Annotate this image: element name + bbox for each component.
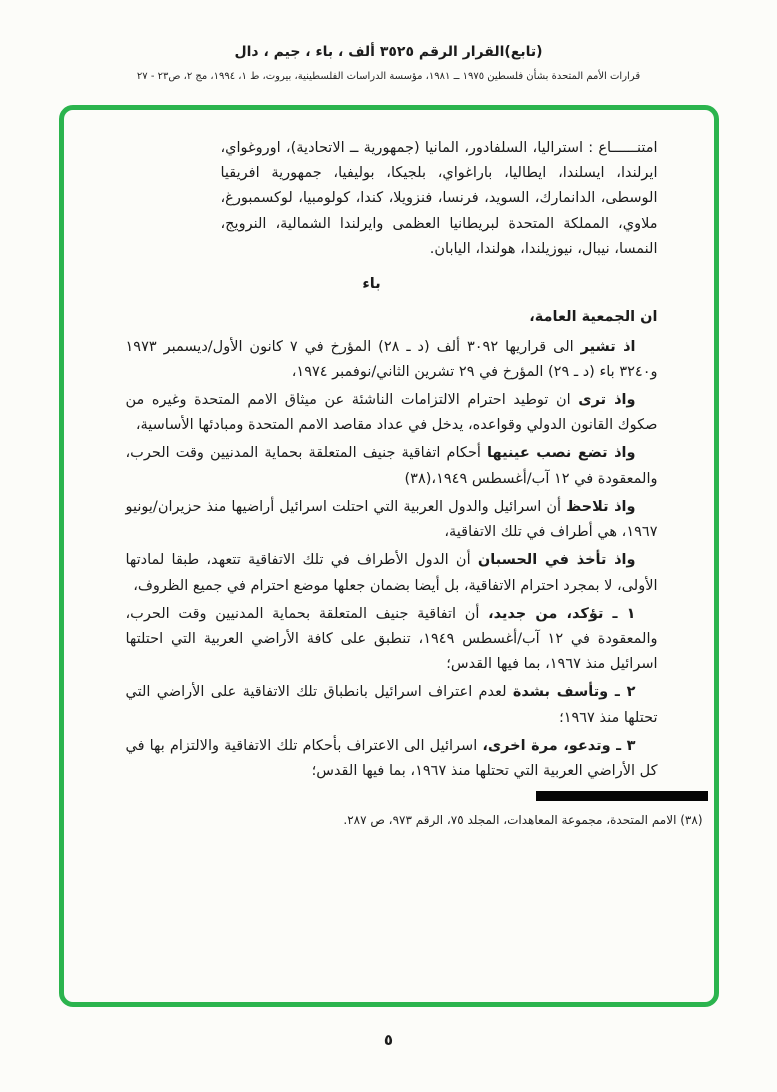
footnote: (٣٨) الامم المتحدة، مجموعة المعاهدات، المجلد ٧٥، الرقم ٩٧٣، ص ٢٨٧. <box>343 813 703 828</box>
paragraph-lead: واذ ترى <box>578 391 636 408</box>
page-header <box>0 0 777 82</box>
operative-paragraph-3 <box>126 734 658 784</box>
paragraph-lead: ٢ ـ وتأسف بشدة <box>512 684 636 701</box>
abstention-label: امتنــــــاع : <box>588 140 658 156</box>
paragraph-taking-into-account <box>126 548 658 598</box>
operative-paragraph-2 <box>126 680 658 730</box>
paragraph-noting <box>126 495 658 545</box>
paragraph-lead: واذ تأخذ في الحسبان <box>477 552 636 569</box>
paragraph-lead: واذ تلاحظ <box>566 498 636 515</box>
page-number: ٥ <box>383 1031 394 1049</box>
paragraph-bearing-in-mind <box>126 441 658 491</box>
paragraph-lead: ٣ ـ وتدعو، مرة اخرى، <box>482 737 636 754</box>
preamble-opening: ان الجمعية العامة، <box>529 309 658 326</box>
operative-paragraph-1 <box>126 602 658 678</box>
paragraph-considers <box>126 388 658 438</box>
paragraph-recalls <box>126 335 658 385</box>
paragraph-lead: اذ تشير <box>580 338 636 355</box>
abstention-block <box>221 136 658 262</box>
paragraph-text: أن الدول الأطراف في تلك الاتفاقية تتعهد، طبقا لمادتها الأولى، لا بمجرد احترام الاتفاقية، بل أيضا بضمان جعلها موضع احترام في جميع الظروف، <box>125 552 658 594</box>
paragraph-lead: واذ تضع نصب عينيها <box>487 445 636 462</box>
paragraph-lead: ١ ـ تؤكد، من جديد، <box>488 605 636 622</box>
paragraph-text: أن اسرائيل والدول العربية التي احتلت اسرائيل أراضيها منذ حزيران/يونيو ١٩٦٧، هي أطراف في تلك الاتفاقية، <box>125 498 658 541</box>
document-title: (تابع)القرار الرقم ٣٥٢٥ ألف ، باء ، جيم ، دال <box>234 44 543 60</box>
paragraph-text: لعدم اعتراف اسرائيل بانطباق تلك الاتفاقية على الأراضي التي تحتلها منذ ١٩٦٧؛ <box>125 684 658 726</box>
paragraph-text: ان توطيد احترام الالتزامات الناشئة عن ميثاق الامم المتحدة وغيره من صكوك القانون الدولي وقواعده، يدخل في عداد مقاصد الامم المتحدة ومبادئها الأساسية، <box>125 391 658 434</box>
separator-bar <box>536 791 708 801</box>
document-green-frame <box>59 105 719 1007</box>
abstention-countries: استراليا، السلفادور، المانيا (جمهورية ــ الاتحادية)، اوروغواي، ايرلندا، ايسلندا، ايطاليا، باراغواي، بلجيكا، بوليفيا، جمهورية افريقيا الوسطى، الدانمارك، السويد، فرنسا، فنزويلا، كندا، كولومبيا، لوكسمبورغ، ملاوي، المملكة المتحدة لبريطانيا العظمى وايرلندا الشمالية، النرويج، النمسا، نيبال، نيوزيلندا، هولندا، اليابان. <box>220 140 658 257</box>
document-citation: قرارات الأمم المتحدة بشأن فلسطين ١٩٧٥ ــ ١٩٨١، مؤسسة الدراسات الفلسطينية، بيروت، ط ١، ١٩٩٤، مج ٢، ص٢٣ - ٢٧ <box>136 71 641 82</box>
paragraph-text: أحكام اتفاقية جنيف المتعلقة بحماية المدنيين وقت الحرب، والمعقودة في ١٢ آب/أغسطس ١٩٤٩،(٣٨) <box>125 445 658 487</box>
paragraph-text: اسرائيل الى الاعتراف بأحكام تلك الاتفاقية والالتزام بها في كل الأراضي العربية التي تحتلها منذ ١٩٦٧، بما فيها القدس؛ <box>125 737 658 780</box>
paragraph-text: أن اتفاقية جنيف المتعلقة بحماية المدنيين وقت الحرب، والمعقودة في ١٢ آب/أغسطس ١٩٤٩، تنطبق على كافة الأراضي العربية التي احتلتها اسرائيل منذ ١٩٦٧، بما فيها القدس؛ <box>125 605 658 673</box>
paragraph-text: الى قراريها ٣٠٩٢ ألف (د ـ ٢٨) المؤرخ في ٧ كانون الأول/ديسمبر ١٩٧٣ و٣٢٤٠ باء (د ـ ٢٩) المؤرخ في ٢٩ تشرين الثاني/نوفمبر ١٩٧٤، <box>125 338 658 380</box>
document-content <box>125 136 703 831</box>
section-letter: باء <box>362 276 381 293</box>
